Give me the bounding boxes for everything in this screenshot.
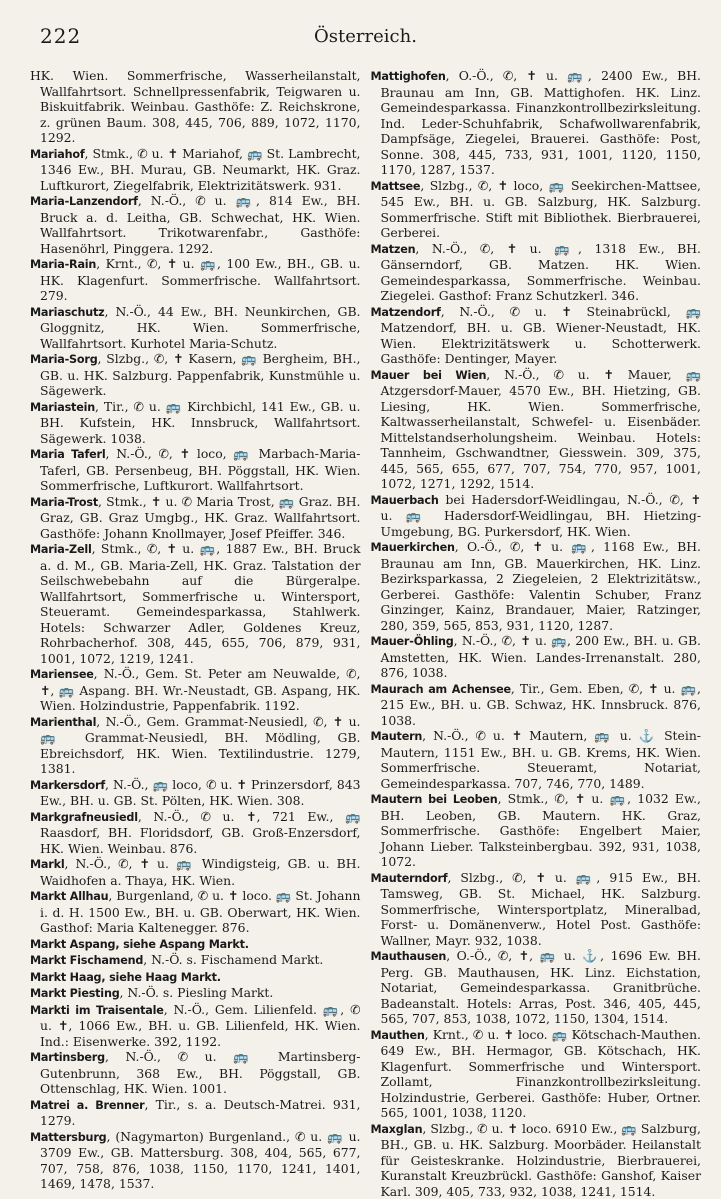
place-name: Mauterndorf [371,872,448,885]
place-name: Maria-Zell [30,543,92,556]
entry-text: , N.-Ö. s. Fischamend Markt. [143,952,323,967]
gazetteer-entry [371,791,702,870]
gazetteer-entry [30,969,361,986]
entry-text: , O.-Ö., ✆, ✝ u. 🚌, 1168 Ew., BH. Braunau am Inn, GB. Mauerkirchen, HK. Linz. Bezirksparkassa, 2 Ziegeleien, 2 Elektrizitätsw., Gerberei. Gasthöfe: Valentin Schuber, Franz Ginzinger, Kainz, Brandauer, Maier, Ratzinger, 280, 359, 565, 853, 931, 1120, 1287. [381,539,702,633]
gazetteer-entry [30,351,361,399]
gazetteer-entry [30,952,361,969]
place-name: Mauerbach [371,494,439,507]
entry-text: HK. Wien. Sommerfrische, Wasserheilanstalt, Wallfahrtsort. Schnellpressenfabrik, Teigwaren u. Biskuitfabrik. Weinbau. Gasthöfe: Z. Reichskrone, z. grünen Baum. 308, 445, 706, 889, 1072, 1170, 1292. [30,68,361,145]
gazetteer-entry [371,633,702,681]
gazetteer-entry [30,985,361,1002]
entry-text: , N.-Ö., ✆ u. ✝ Mautern, 🚌 u. ⚓ Stein-Mautern, 1151 Ew., BH. u. GB. Krems, HK. Wien. Sommerfrische. Steueramt, Notariat, Gemeindesparkassa. 707, 746, 770, 1489. [381,728,702,791]
gazetteer-entry [371,1121,702,1199]
page-header [30,14,701,48]
entry-text: , O.-Ö., ✆, ✝ u. 🚌, 2400 Ew., BH. Braunau am Inn, GB. Mattighofen. HK. Linz. Gemeindesparkassa. Finanzkontrollbezirksleitung. Ind. Leder-Schuhfabrik, Schafwollwarenfabrik, Dampfsäge, Ziegelei, Brauerei. Gasthöfe: Post, Sonne. 308, 445, 733, 931, 1001, 1120, 1150, 1170, 1287, 1537. [381,68,702,177]
entry-text: , Tir., Gem. Eben, ✆, ✝ u. 🚌, 215 Ew., BH. u. GB. Schwaz, HK. Innsbruck. 876, 1038. [381,681,702,728]
place-name: Mattsee [371,180,421,193]
entry-text: , Stmk., ✆ u. ✝ Mariahof, 🚌 St. Lambrecht, 1346 Ew., BH. Murau, GB. Neumarkt, HK. Graz. Luftkurort, Ziegelfabrik, Elektrizitätswerk. 931. [40,146,361,193]
two-column-body [30,68,701,1199]
gazetteer-entry [30,936,361,953]
place-name: Markt Haag, siehe Haag Markt. [30,971,221,984]
gazetteer-entry [30,494,361,542]
gazetteer-entry [371,681,702,729]
place-name: Maria-Sorg [30,353,98,366]
place-name: Markersdorf [30,779,105,792]
place-name: Markgrafneusiedl [30,811,138,824]
gazetteer-entry [30,1049,361,1097]
gazetteer-entry [30,856,361,888]
place-name: Mauer-Öhling [371,635,454,648]
place-name: Martinsberg [30,1051,105,1064]
gazetteer-entry [371,304,702,367]
entry-text: , Krnt., ✆, ✝ u. 🚌, 100 Ew., BH., GB. u. HK. Klagenfurt. Sommerfrische. Wallfahrtsort. 279. [40,256,361,303]
entry-text: , N.-Ö., ✆, ✝ u. 🚌, 1318 Ew., BH. Gänserndorf, GB. Matzen. HK. Wien. Gemeindesparkassa, Sommerfrische. Weinbau. Ziegelei. Gasthof: Franz Schutzkerl. 346. [381,241,702,304]
entry-text: , N.-Ö. s. Piesling Markt. [120,985,274,1000]
gazetteer-entry [30,256,361,304]
gazetteer-entry [30,146,361,194]
gazetteer-entry [30,193,361,256]
entry-text: , Slzbg., ✆, ✝ u. 🚌, 915 Ew., BH. Tamsweg, GB. St. Michael, HK. Salzburg. Sommerfrische, Wintersportplatz, Mineralbad, Forst- u. Domänenverw., Hotel Post. Gasthöfe: Wallner, Mayr. 932, 1038. [381,870,702,948]
gazetteer-entry [30,777,361,809]
entry-text: , Slzbg., ✆ u. ✝ loco. 6910 Ew., 🚌 Salzburg, BH., GB. u. HK. Salzburg. Moorbäder. Heilanstalt für Geisteskranke. Holzindustrie, Bierbrauerei, Kuranstalt Kreuzbrückl. Gasthöfe: Ganshof, Kaiser Karl. 309, 405, 733, 932, 1038, 1241, 1514. [381,1121,702,1199]
entry-text: , N.-Ö., ✆, ✝ u. 🚌, 200 Ew., BH. u. GB. Amstetten, HK. Wien. Landes-Irrenanstalt. 280, 876, 1038. [381,633,702,680]
place-name: Maurach am Achensee [371,683,511,696]
gazetteer-entry [30,68,361,146]
place-name: Maria-Rain [30,258,96,271]
place-name: Mariaschutz [30,306,104,319]
entry-text: , Slzbg., ✆, ✝ loco, 🚌 Seekirchen-Mattsee, 545 Ew., BH. u. GB. Salzburg, HK. Salzburg. Sommerfrische. Stift mit Bibliothek. Bierbrauerei, Gerberei. [381,178,702,241]
gazetteer-entry [371,367,702,492]
entry-text: , N.-Ö., ✆ u. 🚌, 814 Ew., BH. Bruck a. d. Leitha, GB. Schwechat, HK. Wien. Wallfahrtsort. Trikotwarenfabr., Gasthöfe: Hasenöhrl, Pinggera. 1292. [40,193,361,256]
gazetteer-entry [30,1002,361,1050]
left-column [30,68,361,1199]
place-name: Mautern [371,730,423,743]
place-name: Maria-Trost [30,496,98,509]
place-name: Mattersburg [30,1131,106,1144]
place-name: Markt Fischamend [30,954,143,967]
place-name: Matzendorf [371,306,441,319]
entry-text: , Krnt., ✆ u. ✝ loco. 🚌 Kötschach-Mauthen. 649 Ew., BH. Hermagor, GB. Kötschach, HK. Klagenfurt. Sommerfrische und Wintersport. Zollamt, Finanzkontrollbezirksleitung. Holzindustrie, Gerberei. Gasthöfe: Huber, Ortner. 565, 1001, 1038, 1120. [381,1027,702,1121]
page-number: 222 [40,24,81,48]
entry-text: , N.-Ö., ✆ u. ✝, 721 Ew., 🚌 Raasdorf, BH. Floridsdorf, GB. Groß-Enzersdorf, HK. Wien. Weinbau. 876. [40,809,361,856]
entry-text: , O.-Ö., ✆, ✝, 🚌 u. ⚓, 1696 Ew. BH. Perg. GB. Mauthausen, HK. Linz. Eichstation, Notariat, Gemeindesparkassa. Granitbrüche. Badeanstalt. Hotels: Arras, Post. 346, 405, 445, 565, 707, 853, 1038, 1072, 1150, 1304, 1514. [381,948,702,1026]
entry-text: , Tir., ✆ u. 🚌 Kirchbichl, 141 Ew., GB. u. BH. Kufstein, HK. Innsbruck, Wallfahrtsort. Sägewerk. 1038. [40,399,361,446]
gazetteer-entry [371,68,702,178]
gazetteer-entry [371,492,702,540]
place-name: Mariahof [30,148,85,161]
gazetteer-entry [371,539,702,633]
place-name: Markt Aspang, siehe Aspang Markt. [30,938,249,951]
place-name: Mariastein [30,401,95,414]
entry-text: , N.-Ö., Gem. Lilienfeld. 🚌, ✆ u. ✝, 1066 Ew., BH. u. GB. Lilienfeld, HK. Wien. Ind.: Eisenwerke. 392, 1192. [40,1002,361,1049]
entry-text: , N.-Ö., ✆, ✝ u. 🚌 Windigsteig, GB. u. BH. Waidhofen a. Thaya, HK. Wien. [40,856,361,888]
place-name: Marienthal [30,716,96,729]
place-name: Mautern bei Leoben [371,793,498,806]
right-column [371,68,702,1199]
gazetteer-entry [30,714,361,777]
gazetteer-entry [371,870,702,949]
entry-text: , Stmk., ✆, ✝ u. 🚌, 1032 Ew., BH. Leoben, GB. Mautern. HK. Graz, Sommerfrische. Gasthöfe: Engelbert Maier, Johann Lieber. Talksteinbergbau. 392, 931, 1038, 1072. [381,791,702,869]
place-name: Markl [30,858,64,871]
place-name: Maxglan [371,1123,423,1136]
gazetteer-entry [30,1097,361,1129]
place-name: Matzen [371,243,416,256]
gazetteer-entry [30,809,361,857]
gazetteer-entry [30,1129,361,1192]
gazetteer-entry [371,728,702,791]
entry-text: , Burgenland, ✆ u. ✝ loco. 🚌 St. Johann i. d. H. 1500 Ew., BH. u. GB. Oberwart, HK. Wien. Gasthof: Maria Kaltenegger. 876. [40,888,361,935]
entry-text: , N.-Ö., 44 Ew., BH. Neunkirchen, GB. Gloggnitz, HK. Wien. Sommerfrische, Wallfahrtsort. Kurhotel Maria-Schutz. [40,304,361,351]
place-name: Matrei a. Brenner [30,1099,144,1112]
place-name: Maria Taferl [30,448,106,461]
gazetteer-entry [30,888,361,936]
place-name: Markt Piesting [30,987,120,1000]
entry-text: , Slzbg., ✆, ✝ Kasern, 🚌 Bergheim, BH., GB. u. HK. Salzburg. Pappenfabrik, Kunstmühle u. Sägewerk. [40,351,361,398]
place-name: Markti im Traisentale [30,1004,164,1017]
entry-text: , N.-Ö., Gem. St. Peter am Neuwalde, ✆, ✝, 🚌 Aspang. BH. Wr.-Neustadt, GB. Aspang, HK. Wien. Holzindustrie, Pappenfabrik. 1192. [40,666,361,713]
entry-text: , N.-Ö., ✆ u. ✝ Mauer, 🚌 Atzgersdorf-Mauer, 4570 Ew., BH. Hietzing, GB. Liesing, HK. Wien. Sommerfrische, Kaltwasserheilanstalt, Schwefel- u. Eisenbäder. Mittelstandserholungsheim. Weinbau. Hotels: Tannheim, Gschwandtner, Giesswein. 309, 375, 445, 565, 655, 677, 707, 754, 770, 957, 1001, 1072, 1271, 1292, 1514. [381,367,702,492]
entry-text: , Tir., s. a. Deutsch-Matrei. 931, 1279. [40,1097,361,1129]
gazetteer-entry [371,241,702,304]
place-name: Mariensee [30,668,94,681]
entry-text: , N.-Ö., ✆ u. ✝ Steinabrückl, 🚌 Matzendorf, BH. u. GB. Wiener-Neustadt, HK. Wien. Elektrizitätswerk u. Schotterwerk. Gasthöfe: Dentinger, Mayer. [381,304,702,367]
entry-text: , N.-Ö., 🚌 loco, ✆ u. ✝ Prinzersdorf, 843 Ew., BH. u. GB. St. Pölten, HK. Wien. 308. [40,777,361,809]
entry-text: , Stmk., ✆, ✝ u. 🚌, 1887 Ew., BH. Bruck a. d. M., GB. Maria-Zell, HK. Graz. Talstation der Seilschwebebahn auf die Bürgeralpe. Wallfahrtsort, Sommerfrische u. Wintersport, Steueramt. Gemeindesparkassa, Stahlwerk. Hotels: Schwarzer Adler, Goldenes Kreuz, Rohrbacherhof. 308, 445, 655, 706, 879, 931, 1001, 1072, 1219, 1241. [40,541,361,666]
gazetteer-entry [30,666,361,714]
place-name: Mauerkirchen [371,541,455,554]
gazetteer-entry [371,178,702,241]
place-name: Mauer bei Wien [371,369,487,382]
gazetteer-entry [30,304,361,352]
place-name: Mattighofen [371,70,446,83]
gazetteer-entry [30,446,361,494]
entry-text: , N.-Ö., ✆, ✝ loco, 🚌 Marbach-Maria-Taferl, GB. Persenbeug, BH. Pöggstall, HK. Wien. Sommerfrische, Luftkurort. Wallfahrtsort. [40,446,361,493]
entry-text: , N.-Ö., Gem. Grammat-Neusiedl, ✆, ✝ u. 🚌 Grammat-Neusiedl, BH. Mödling, GB. Ebreichsdorf, HK. Wien. Textilindustrie. 1279, 1381. [40,714,361,777]
gazetteer-entry [371,1027,702,1121]
place-name: Mauthausen [371,950,447,963]
entry-text: bei Hadersdorf-Weidlingau, N.-Ö., ✆, ✝ u. 🚌 Hadersdorf-Weidlingau, BH. Hietzing-Umgebung, BG. Purkersdorf, HK. Wien. [381,492,702,539]
running-title: Österreich. [30,26,701,47]
place-name: Maria-Lanzendorf [30,195,138,208]
gazetteer-entry [30,399,361,447]
entry-text: , Stmk., ✝ u. ✆ Maria Trost, 🚌 Graz. BH. Graz, GB. Graz Umgbg., HK. Graz. Wallfahrtsort. Gasthöfe: Johann Knollmayer, Josef Pfeiffer. 346. [40,494,361,541]
gazetteer-entry [371,948,702,1027]
entry-text: , (Nagymarton) Burgenland., ✆ u. 🚌 u. 3709 Ew., GB. Mattersburg. 308, 404, 565, 677, 707, 758, 876, 1038, 1150, 1170, 1241, 1401, 1469, 1478, 1537. [40,1129,361,1192]
place-name: Markt Allhau [30,890,108,903]
gazetteer-entry [30,541,361,666]
place-name: Mauthen [371,1029,425,1042]
entry-text: , N.-Ö., ✆ u. 🚌 Martinsberg-Gutenbrunn, 368 Ew., BH. Pöggstall, GB. Ottenschlag, HK. Wien. 1001. [40,1049,361,1096]
